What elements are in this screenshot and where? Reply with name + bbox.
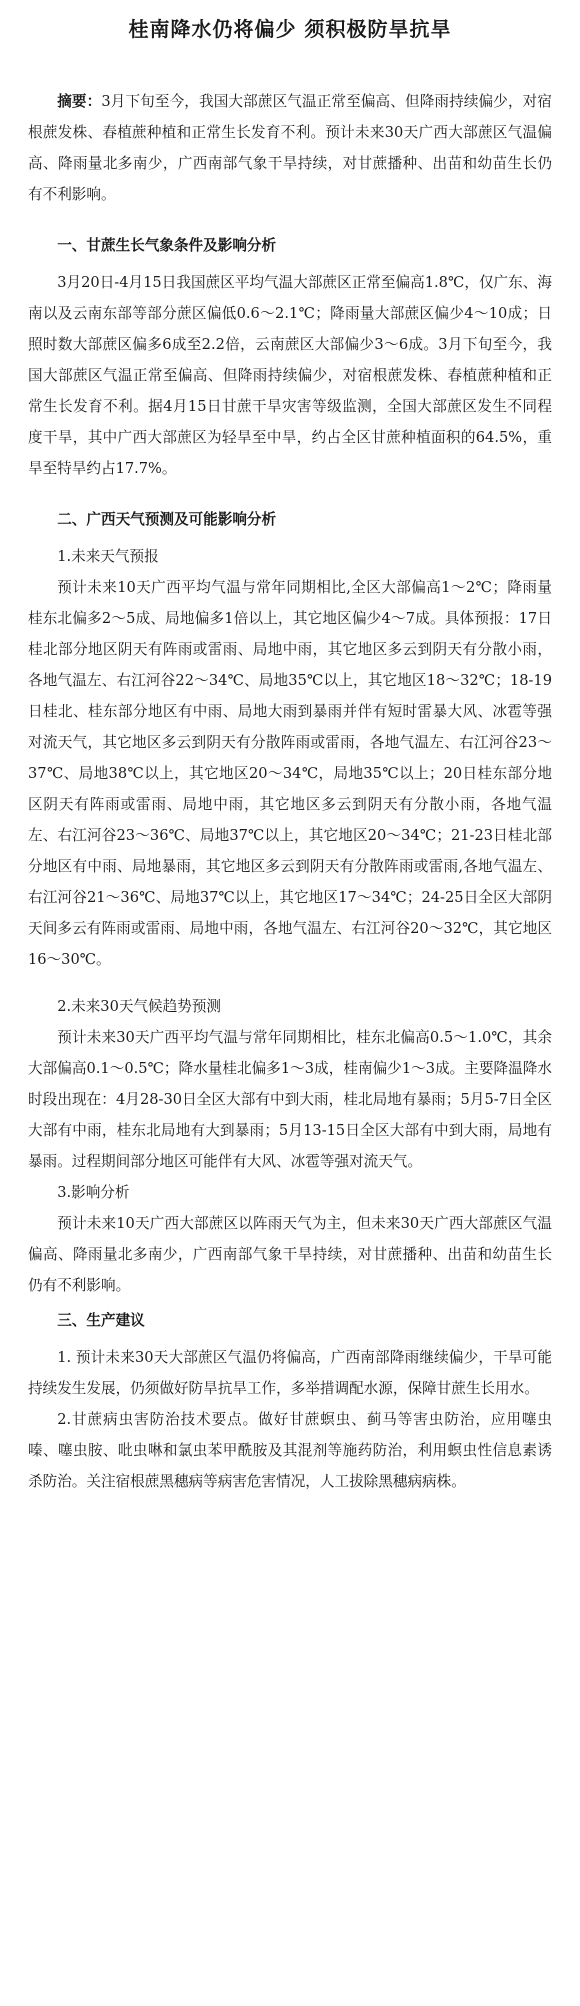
section-2-sub3-title: 3.影响分析 <box>57 1184 130 1201</box>
section-2-sub2-paragraph: 预计未来30天广西平均气温与常年同期相比，桂东北偏高0.5～1.0℃，其余大部偏高0.1～0.5℃；降水量桂北偏多1～3成，桂南偏少1～3成。主要降温降水时段出现在：4月28-30日全区大部有中到大雨，桂北局地有暴雨；5月5-7日全区大部有中雨，桂东北局地有大到暴雨；5月13-15日全区大部有中到大雨，局地有暴雨。过程期间部分地区可能伴有大风、冰雹等强对流天气。 <box>28 1029 552 1170</box>
section-2-heading: 二、广西天气预测及可能影响分析 <box>57 511 277 528</box>
section-2-sub1-title: 1.未来天气预报 <box>57 548 159 565</box>
section-1-heading: 一、甘蔗生长气象条件及影响分析 <box>57 237 277 254</box>
section-3-heading: 三、生产建议 <box>57 1312 145 1329</box>
abstract-text: 3月下旬至今，我国大部蔗区气温正常至偏高、但降雨持续偏少，对宿根蔗发株、春植蔗种植和正常生长发育不利。预计未来30天广西大部蔗区气温偏高、降雨量北多南少，广西南部气象干旱持续，对甘蔗播种、出苗和幼苗生长仍有不利影响。 <box>28 93 552 203</box>
section-3-paragraph-1: 1. 预计未来30天大部蔗区气温仍将偏高，广西南部降雨继续偏少，干旱可能持续发生发展，仍须做好防旱抗旱工作，多举措调配水源，保障甘蔗生长用水。 <box>28 1349 552 1397</box>
section-2-sub2-title: 2.未来30天气候趋势预测 <box>57 998 222 1015</box>
abstract-label: 摘要： <box>57 93 102 110</box>
section-1-paragraph: 3月20日-4月15日我国蔗区平均气温大部蔗区正常至偏高1.8℃，仅广东、海南以及云南东部等部分蔗区偏低0.6～2.1℃；降雨量大部蔗区偏少4～10成；日照时数大部蔗区偏多6成至2.2倍，云南蔗区大部偏少3～6成。3月下旬至今，我国大部蔗区气温正常至偏高、但降雨持续偏少，对宿根蔗发株、春植蔗种植和正常生长发育不利。据4月15日甘蔗干旱灾害等级监测，全国大部蔗区发生不同程度干旱，其中广西大部蔗区为轻旱至中旱，约占全区甘蔗种植面积的64.5%，重旱至特旱约占17.7%。 <box>28 274 552 477</box>
section-2-sub1-paragraph: 预计未来10天广西平均气温与常年同期相比,全区大部偏高1～2℃；降雨量桂东北偏多2～5成、局地偏多1倍以上，其它地区偏少4～7成。具体预报：17日桂北部分地区阴天有阵雨或雷雨、局地中雨，其它地区多云到阴天有分散小雨，各地气温左、右江河谷22～34℃、局地35℃以上，其它地区18～32℃；18-19日桂北、桂东部分地区有中雨、局地大雨到暴雨并伴有短时雷暴大风、冰雹等强对流天气，其它地区多云到阴天有分散阵雨或雷雨，各地气温左、右江河谷23～37℃、局地38℃以上，其它地区20～34℃，局地35℃以上；20日桂东部分地区阴天有阵雨或雷雨、局地中雨，其它地区多云到阴天有分散小雨，各地气温左、右江河谷23～36℃、局地37℃以上，其它地区20～34℃；21-23日桂北部分地区有中雨、局地暴雨，其它地区多云到阴天有分散阵雨或雷雨,各地气温左、右江河谷21～36℃、局地37℃以上，其它地区17～34℃；24-25日全区大部阴天间多云有阵雨或雷雨、局地中雨，各地气温左、右江河谷20～32℃，其它地区16～30℃。 <box>28 579 552 968</box>
section-3-paragraph-2: 2.甘蔗病虫害防治技术要点。做好甘蔗螟虫、蓟马等害虫防治，应用噻虫嗪、噻虫胺、吡虫啉和氯虫苯甲酰胺及其混剂等施药防治，利用螟虫性信息素诱杀防治。关注宿根蔗黑穗病等病害危害情况，人工拔除黑穗病病株。 <box>28 1411 552 1490</box>
section-2-sub3-paragraph: 预计未来10天广西大部蔗区以阵雨天气为主，但未来30天广西大部蔗区气温偏高、降雨量北多南少，广西南部气象干旱持续，对甘蔗播种、出苗和幼苗生长仍有不利影响。 <box>28 1215 552 1294</box>
abstract-paragraph <box>28 86 552 210</box>
page-title: 桂南降水仍将偏少 须积极防旱抗旱 <box>128 17 452 41</box>
